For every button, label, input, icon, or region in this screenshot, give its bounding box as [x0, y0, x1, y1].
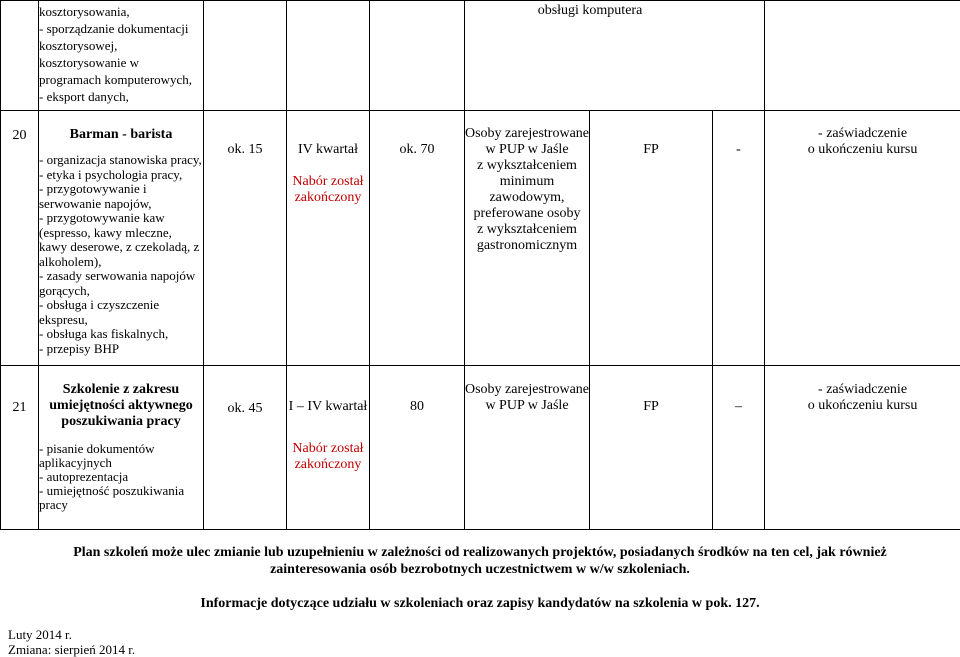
requirements-text: obsługi komputera	[537, 3, 643, 18]
funding-cell	[590, 366, 713, 530]
participants-cell	[370, 366, 465, 530]
duration-cell	[204, 366, 287, 530]
program-item: - sporządzanie dokumentacji	[39, 21, 189, 36]
certificate-list	[765, 366, 960, 414]
target-group-cell	[465, 366, 590, 530]
participants-text: ok. 70	[399, 142, 435, 157]
program-item: - eksport danych,	[39, 89, 129, 104]
row-number: 20	[12, 128, 27, 143]
program-item: aplikacyjnych	[39, 455, 112, 470]
number-cell	[1, 366, 39, 530]
program-item: kosztorysowanie w	[39, 55, 140, 70]
target-group-list	[465, 366, 589, 414]
target-group-line: Osoby zarejestrowane	[465, 126, 590, 141]
program-list	[39, 430, 203, 512]
term-text: IV kwartał	[298, 142, 358, 157]
program-item: - zasady serwowania napojów	[39, 268, 196, 283]
term-cell	[287, 366, 370, 530]
info-note: Informacje dotyczące udziału w szkoleniach oraz zapisy kandydatów na szkolenia w pok. 127.	[200, 596, 760, 611]
program-item: - organizacja stanowiska pracy,	[39, 152, 202, 167]
extra-cell	[713, 366, 765, 530]
date-created: Luty 2014 r.	[8, 627, 72, 642]
target-group-cell	[465, 111, 590, 366]
program-item: - przygotowywanie kaw	[39, 210, 165, 225]
term-text: I – IV kwartał	[288, 399, 368, 414]
participants-cell	[370, 1, 465, 111]
certificate-cell	[765, 366, 960, 530]
status-text: Nabór został zakończony	[292, 174, 364, 205]
table-row	[1, 111, 960, 366]
date-modified: Zmiana: sierpień 2014 r.	[8, 642, 136, 657]
course-title-line: Szkolenie z zakresu	[62, 382, 180, 397]
program-item: ekspresu,	[39, 311, 88, 327]
program-item: programach komputerowych,	[39, 72, 193, 87]
program-item: kawy deserowe, z czekoladą, z	[39, 239, 200, 254]
participants-cell	[370, 111, 465, 366]
program-item: - przepisy BHP	[39, 340, 120, 356]
program-item: - obsługa i czyszczenie	[39, 297, 160, 312]
note-line: Plan szkoleń może ulec zmianie lub uzupełnieniu w zależności od realizowanych projektów, posiadanych środków na ten cel, jak również	[73, 545, 887, 560]
certificate-line: - zaświadczenie	[818, 382, 908, 397]
funding-text: FP	[643, 142, 659, 157]
duration-text: ok. 15	[227, 142, 263, 157]
funding-text: FP	[643, 399, 659, 414]
program-item: gorących,	[39, 282, 90, 298]
term-cell	[287, 111, 370, 366]
plan-change-note	[0, 544, 960, 578]
target-group-line: w PUP w Jaśle	[485, 142, 569, 157]
target-group-line: w PUP w Jaśle	[485, 398, 569, 413]
target-group-line: Osoby zarejestrowane	[465, 382, 590, 397]
target-group-list	[465, 111, 589, 254]
certificate-line: o ukończeniu kursu	[807, 398, 918, 413]
course-title: Barman - barista	[69, 127, 173, 142]
target-group-line: minimum	[499, 174, 555, 189]
certificate-line: - zaświadczenie	[818, 126, 908, 141]
target-group-line: zawodowym,	[489, 190, 565, 205]
number-cell	[1, 111, 39, 366]
participants-text: 80	[410, 399, 424, 414]
program-cell	[39, 111, 204, 366]
program-item: kosztorysowania,	[39, 4, 130, 19]
funding-cell	[590, 111, 713, 366]
program-item: - obsługa kas fiskalnych,	[39, 326, 169, 341]
table-row	[1, 1, 960, 111]
course-title	[39, 366, 203, 430]
target-group-line: z wykształceniem	[477, 158, 577, 173]
certificate-list	[765, 111, 960, 158]
requirements-cell	[465, 1, 765, 111]
program-item: serwowanie napojów,	[39, 195, 152, 211]
certificate-cell	[765, 111, 960, 366]
program-list	[39, 143, 203, 356]
target-group-line: z wykształceniem	[477, 222, 577, 237]
extra-text: -	[736, 142, 741, 157]
program-item: - umiejętność poszukiwania	[39, 483, 185, 498]
number-cell	[1, 1, 39, 111]
program-list	[39, 1, 203, 105]
duration-cell	[204, 111, 287, 366]
certificate-cell	[765, 1, 960, 111]
program-item: - etyka i psychologia pracy,	[39, 166, 183, 182]
course-title-line: poszukiwania pracy	[61, 414, 181, 429]
program-item: - autoprezentacja	[39, 469, 129, 484]
target-group-line: preferowane osoby	[473, 206, 581, 221]
program-cell	[39, 1, 204, 111]
program-item: - przygotowywanie i	[39, 181, 147, 196]
program-item: (espresso, kawy mleczne,	[39, 224, 172, 240]
program-item: alkoholem),	[39, 253, 102, 269]
program-item: pracy	[39, 497, 68, 512]
extra-text: –	[735, 399, 743, 414]
program-item: - pisanie dokumentów	[39, 441, 155, 456]
course-title-line: umiejętności aktywnego	[49, 398, 193, 413]
note-line: zainteresowania osób bezrobotnych uczestnictwem w w/w szkoleniach.	[270, 562, 690, 577]
table-row	[1, 366, 960, 530]
duration-cell	[204, 1, 287, 111]
extra-cell	[713, 111, 765, 366]
row-number: 21	[12, 400, 27, 415]
program-cell	[39, 366, 204, 530]
status-text: Nabór został zakończony	[292, 441, 364, 472]
duration-text: ok. 45	[227, 401, 263, 416]
target-group-line: gastronomicznym	[476, 238, 578, 253]
certificate-line: o ukończeniu kursu	[807, 142, 918, 157]
term-cell	[287, 1, 370, 111]
program-item: kosztorysowej,	[39, 38, 118, 53]
